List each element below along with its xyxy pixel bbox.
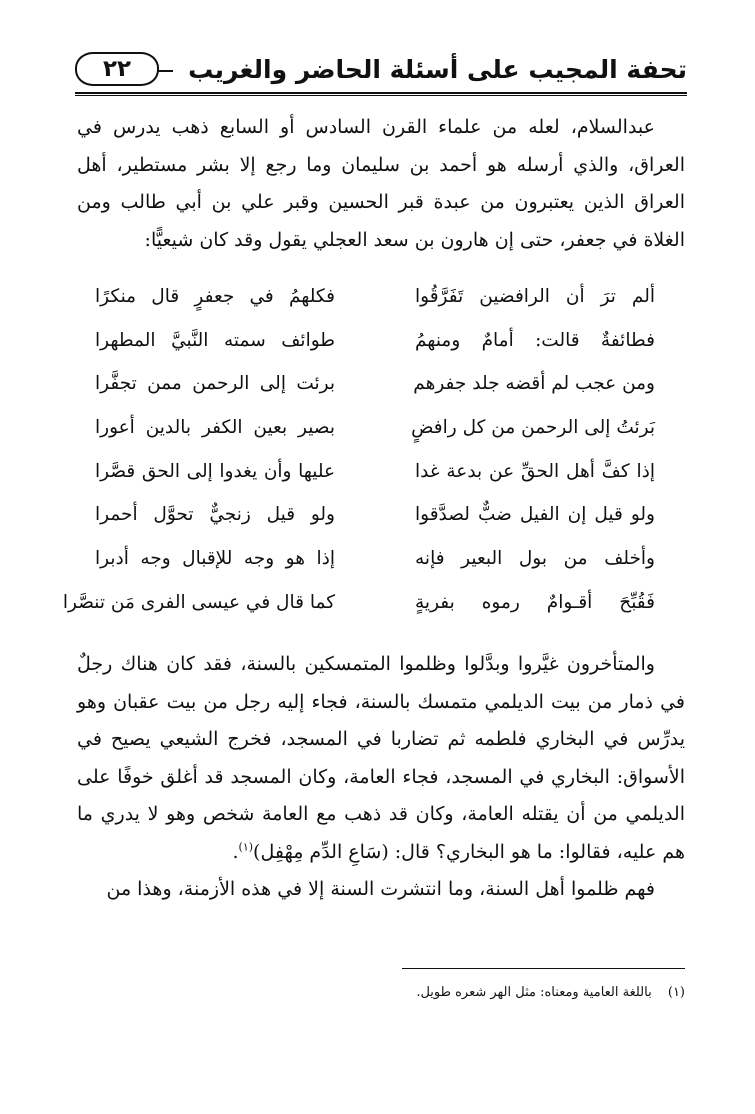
page-number: ٢٢	[75, 52, 159, 86]
verse-first-hemistich: فَقُبِّحَ أقـوامٌ رموه بفريةٍ	[415, 591, 655, 613]
verse-first-hemistich: ألم ترَ أن الرافضين تَفَرَّقُوا	[415, 286, 655, 307]
footnote	[330, 985, 685, 1000]
intro-line: جعفر، حتى إن هارون بن سعد العجلي يقول وقد كان شيعيًّا:	[144, 228, 607, 251]
verse-first-hemistich: إذا كفَّ أهل الحقِّ عن بدعة غدا	[415, 460, 655, 482]
footnote-marker: (١)	[667, 985, 685, 1000]
poem-verse	[62, 586, 655, 630]
header-divider	[75, 92, 687, 96]
poem-verse	[95, 542, 655, 586]
verse-second-hemistich: فكلهمُ في جعفرٍ قال منكرًا	[95, 286, 335, 307]
page-header	[75, 52, 687, 92]
poem-verse	[95, 324, 655, 368]
main-text	[77, 646, 685, 909]
verse-second-hemistich: برئت إلى الرحمن ممن تجفَّرا	[95, 373, 335, 395]
intro-line: عبدالسلام، لعله من علماء القرن السادس أو السابع ذهب يدرس في العراق،	[77, 116, 685, 176]
paragraph-text: والمتأخرون غيَّروا وبدَّلوا وظلموا المتمسكين بالسنة، فقد كان هناك رجلٌ في ذمار من بيت الديلمي متمسك بالسنة، فجاء إليه رجل من بيت عقبان وهو يدرِّس في البخاري فلطمه ثم تضاربا في المسجد، فخرج الشيعي يصيح في الأسواق: البخاري في المسجد، فجاء العامة، وكان المسجد قد أغلق خوفًا على الديلمي من أن يقتله العامة، وكان قد ذهب مع العامة شخص وهو لا يدري ما هم عليه، فقالوا: ما هو البخاري؟ قال: (سَاعِ الدِّم مِهْفِل)	[77, 653, 686, 863]
intro-line: الذين يعتبرون من عبدة قبر الحسين وقبر علي بن أبي طالب ومن الغلاة في	[77, 191, 685, 251]
verse-first-hemistich: فطائفةٌ قالت: أمامٌ ومنهمُ	[415, 329, 655, 351]
verse-first-hemistich: ولو قيل إن الفيل ضبٌّ لصدَّقوا	[415, 504, 655, 526]
intro-paragraph	[77, 109, 685, 259]
footnote-text: باللغة العامية ومعناه: مثل الهر شعره طويل.	[416, 985, 652, 1000]
verse-first-hemistich: وأخلف من بول البعير فإنه	[415, 548, 655, 570]
intro-line: والذي أرسله هو أحمد بن سليمان وما رجع إلا بشر مستطير، أهل العراق	[77, 153, 685, 213]
paragraph	[77, 646, 685, 871]
verse-second-hemistich: عليها وأن يغدوا إلى الحق قصَّرا	[95, 460, 335, 482]
verse-second-hemistich: طوائف سمته النَّبيَّ المطهرا	[95, 329, 335, 351]
footnote-reference[interactable]: (١)	[238, 840, 254, 854]
verse-first-hemistich: ومن عجب لم أقضه جلد جفرهم	[413, 373, 655, 395]
verse-second-hemistich: إذا هو وجه للإقبال وجه أدبرا	[95, 548, 335, 570]
paragraph-end: .	[232, 840, 239, 863]
verse-second-hemistich: بصير بعين الكفر بالدين أعورا	[95, 417, 335, 439]
poem	[62, 280, 655, 630]
poem-verse	[95, 280, 655, 324]
book-title: تحفة المجيب على أسئلة الحاضر والغريب	[188, 55, 687, 84]
poem-verse	[95, 411, 655, 455]
verse-second-hemistich: كما قال في عيسى الفرى مَن تنصَّرا	[62, 591, 335, 613]
poem-verse	[95, 498, 655, 542]
poem-verse	[95, 455, 655, 499]
verse-second-hemistich: ولو قيل زنجيٌّ تحوَّل أحمرا	[95, 504, 335, 526]
poem-verse	[95, 367, 655, 411]
footnote-divider	[402, 968, 685, 969]
paragraph: فهم ظلموا أهل السنة، وما انتشرت السنة إلا في هذه الأزمنة، وهذا من	[106, 878, 655, 900]
verse-first-hemistich: بَرئتُ إلى الرحمن من كل رافضٍ	[411, 417, 655, 439]
